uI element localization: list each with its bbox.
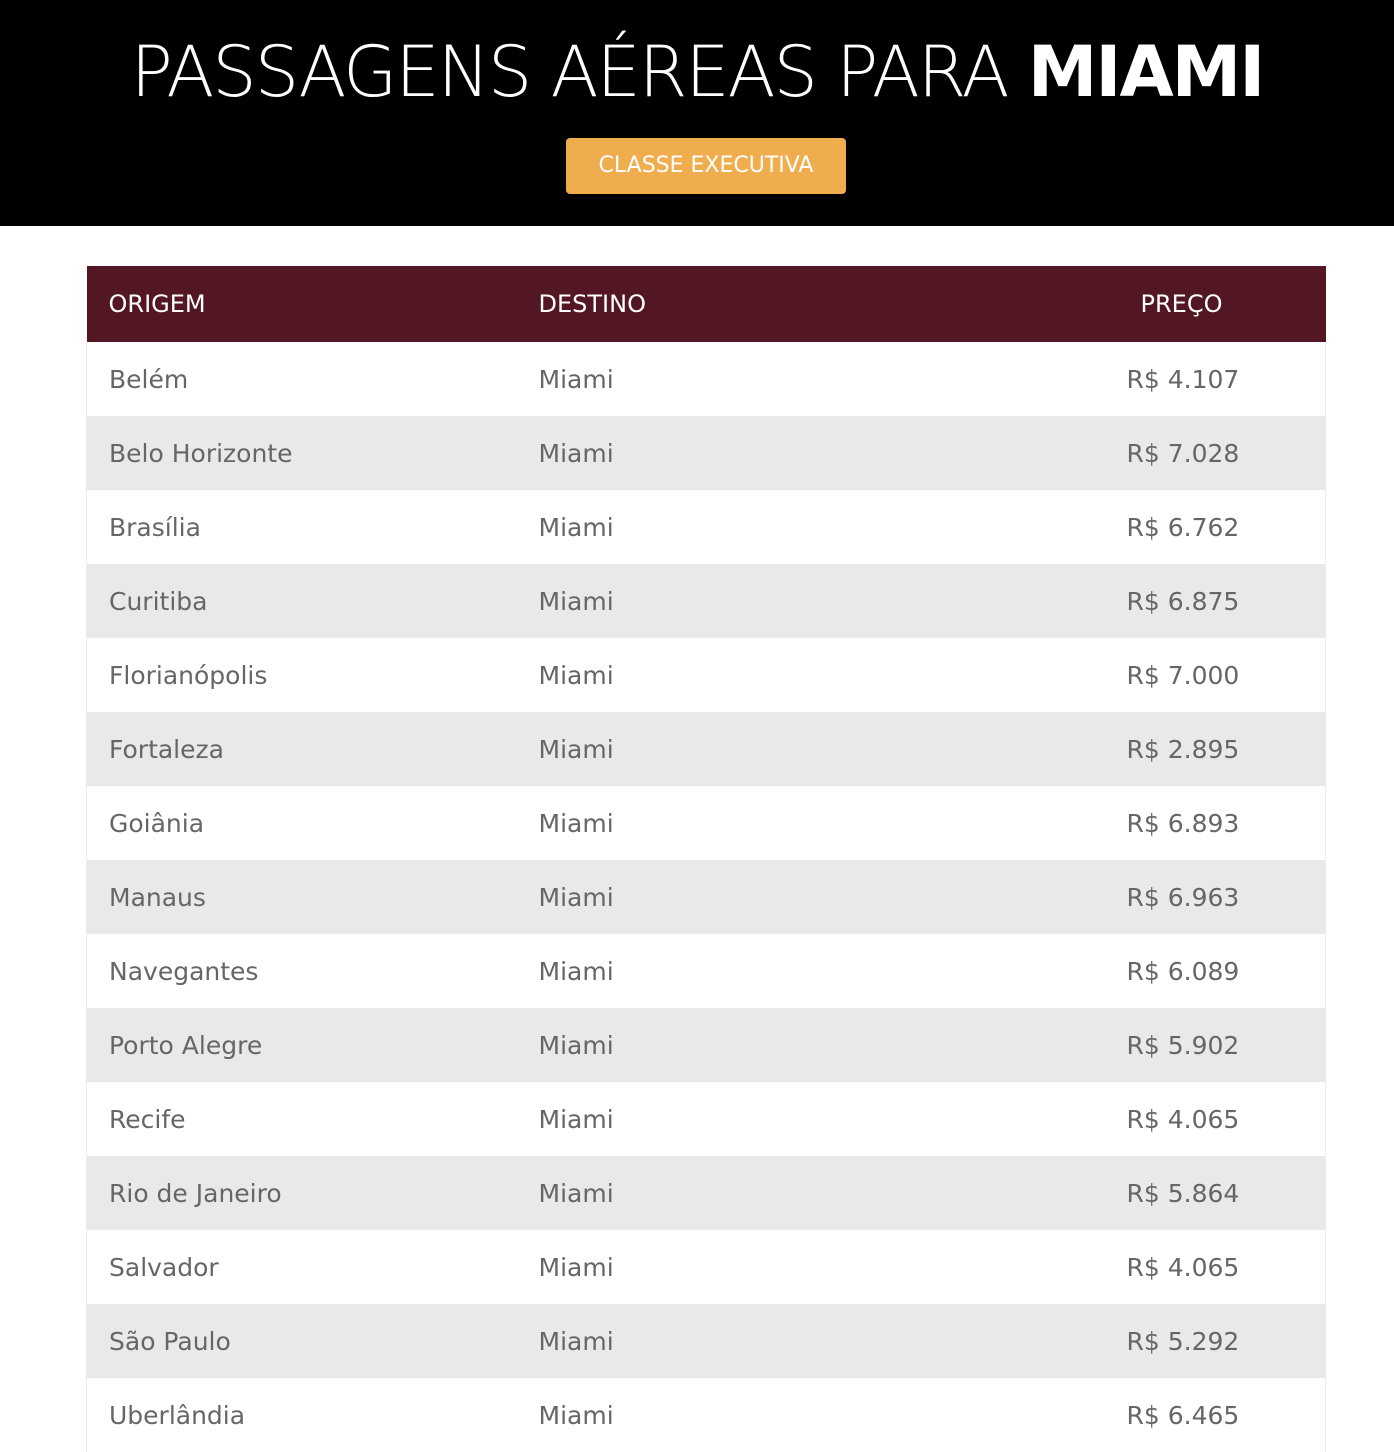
destination-cell: Miami — [538, 882, 614, 912]
origin-cell: Manaus — [87, 860, 539, 934]
table-row — [87, 1378, 1326, 1452]
origin-cell: São Paulo — [87, 1304, 539, 1378]
origin-cell: Porto Alegre — [87, 1008, 539, 1082]
fares-table-body — [87, 342, 1326, 1452]
table-row — [87, 712, 1326, 786]
price-cell: R$ 6.875 — [1009, 564, 1326, 638]
destination-cell: Miami — [538, 660, 614, 690]
destination-cell: Miami — [538, 1104, 614, 1134]
table-row — [87, 1304, 1326, 1378]
fares-table — [86, 266, 1326, 1452]
price-cell: R$ 7.000 — [1009, 638, 1326, 712]
table-row — [87, 1008, 1326, 1082]
destination-cell: Miami — [538, 1178, 614, 1208]
price-cell: R$ 2.895 — [1009, 712, 1326, 786]
origin-cell: Florianópolis — [87, 638, 539, 712]
table-row — [87, 1230, 1326, 1304]
origin-cell: Fortaleza — [87, 712, 539, 786]
executive-class-button[interactable]: CLASSE EXECUTIVA — [566, 138, 846, 194]
column-header-price: PREÇO — [1140, 290, 1223, 318]
table-row — [87, 1156, 1326, 1230]
price-cell: R$ 5.292 — [1009, 1304, 1326, 1378]
page-title-prefix: PASSAGENS AÉREAS PARA — [130, 31, 1028, 113]
destination-cell: Miami — [538, 512, 614, 542]
origin-cell: Goiânia — [87, 786, 539, 860]
page-title-destination: MIAMI — [1027, 31, 1264, 113]
table-row — [87, 564, 1326, 638]
destination-cell: Miami — [538, 438, 614, 468]
table-row — [87, 638, 1326, 712]
destination-cell: Miami — [538, 1326, 614, 1356]
price-cell: R$ 5.902 — [1009, 1008, 1326, 1082]
table-header-row — [87, 266, 1326, 342]
price-cell: R$ 4.107 — [1009, 342, 1326, 416]
price-cell: R$ 6.963 — [1009, 860, 1326, 934]
origin-cell: Curitiba — [87, 564, 539, 638]
table-row — [87, 934, 1326, 1008]
destination-cell: Miami — [538, 1252, 614, 1282]
table-row — [87, 490, 1326, 564]
origin-cell: Recife — [87, 1082, 539, 1156]
destination-cell: Miami — [538, 364, 614, 394]
origin-cell: Salvador — [87, 1230, 539, 1304]
price-cell: R$ 4.065 — [1009, 1230, 1326, 1304]
origin-cell: Navegantes — [87, 934, 539, 1008]
price-cell: R$ 7.028 — [1009, 416, 1326, 490]
destination-cell: Miami — [538, 586, 614, 616]
price-cell: R$ 5.864 — [1009, 1156, 1326, 1230]
destination-cell: Miami — [538, 808, 614, 838]
page-title — [0, 24, 1394, 120]
price-cell: R$ 6.089 — [1009, 934, 1326, 1008]
fares-table-container — [86, 266, 1326, 1452]
column-header-origin: ORIGEM — [108, 290, 206, 318]
origin-cell: Brasília — [87, 490, 539, 564]
origin-cell: Belo Horizonte — [87, 416, 539, 490]
price-cell: R$ 6.762 — [1009, 490, 1326, 564]
destination-cell: Miami — [538, 956, 614, 986]
destination-cell: Miami — [538, 1030, 614, 1060]
destination-cell: Miami — [538, 734, 614, 764]
price-cell: R$ 4.065 — [1009, 1082, 1326, 1156]
column-header-destination: DESTINO — [538, 290, 646, 318]
price-cell: R$ 6.465 — [1009, 1378, 1326, 1452]
table-row — [87, 416, 1326, 490]
hero-banner — [0, 0, 1394, 226]
destination-cell: Miami — [538, 1400, 614, 1430]
origin-cell: Rio de Janeiro — [87, 1156, 539, 1230]
table-row — [87, 860, 1326, 934]
price-cell: R$ 6.893 — [1009, 786, 1326, 860]
origin-cell: Belém — [87, 342, 539, 416]
table-row — [87, 1082, 1326, 1156]
table-row — [87, 786, 1326, 860]
table-row — [87, 342, 1326, 416]
origin-cell: Uberlândia — [87, 1378, 539, 1452]
